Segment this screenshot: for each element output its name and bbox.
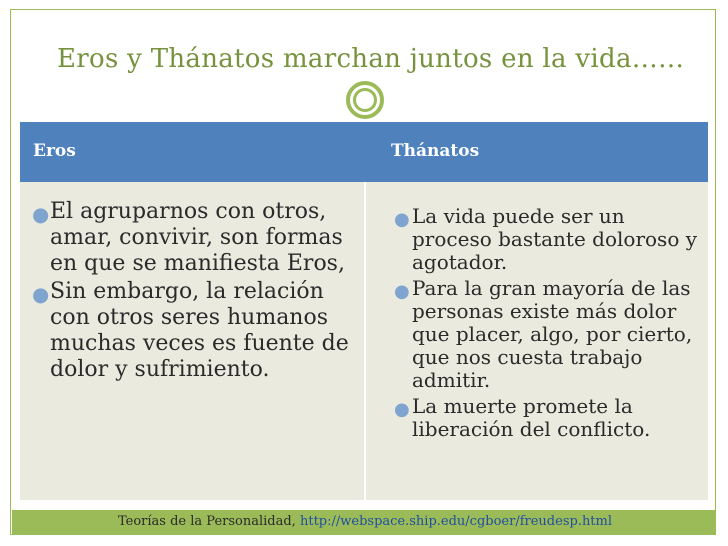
list-item: [394, 394, 707, 441]
bullet-dot-icon: ●: [32, 202, 50, 226]
bullet-text: El agruparnos con otros, amar, convivir, son formas en que se manifiesta Eros,: [50, 199, 345, 276]
table-header-band: [20, 122, 708, 182]
bullet-dot-icon: ●: [394, 398, 410, 420]
bullet-text: La vida puede ser un proceso bastante doloroso y agotador.: [412, 204, 698, 274]
list-item: [32, 199, 350, 277]
bullet-dot-icon: ●: [394, 208, 410, 230]
list-item: [394, 276, 707, 392]
column-header-eros: Eros: [33, 141, 76, 161]
bullet-text: Para la gran mayoría de las personas existe más dolor que placer, algo, por cierto, que nos cuesta trabajo admitir.: [412, 276, 693, 392]
column-divider: [364, 182, 366, 500]
thanatos-bullet-list: [394, 204, 707, 444]
ring-ornament-icon: [346, 81, 384, 119]
list-item: [32, 279, 350, 383]
footer-citation: [118, 512, 612, 532]
slide-title: Eros y Thánatos marchan juntos en la vida……: [57, 44, 685, 74]
bullet-text: La muerte promete la liberación del conflicto.: [412, 394, 651, 441]
list-item: [394, 204, 707, 274]
column-header-thanatos: Thánatos: [391, 141, 480, 161]
bullet-dot-icon: ●: [32, 282, 50, 306]
footer-link[interactable]: http://webspace.ship.edu/cgboer/freudesp.html: [299, 514, 613, 529]
eros-bullet-list: [32, 199, 350, 385]
bullet-dot-icon: ●: [394, 280, 410, 302]
footer-text: Teorías de la Personalidad,: [118, 514, 300, 529]
bullet-text: Sin embargo, la relación con otros seres humanos muchas veces es fuente de dolor y sufrimiento.: [50, 279, 349, 382]
